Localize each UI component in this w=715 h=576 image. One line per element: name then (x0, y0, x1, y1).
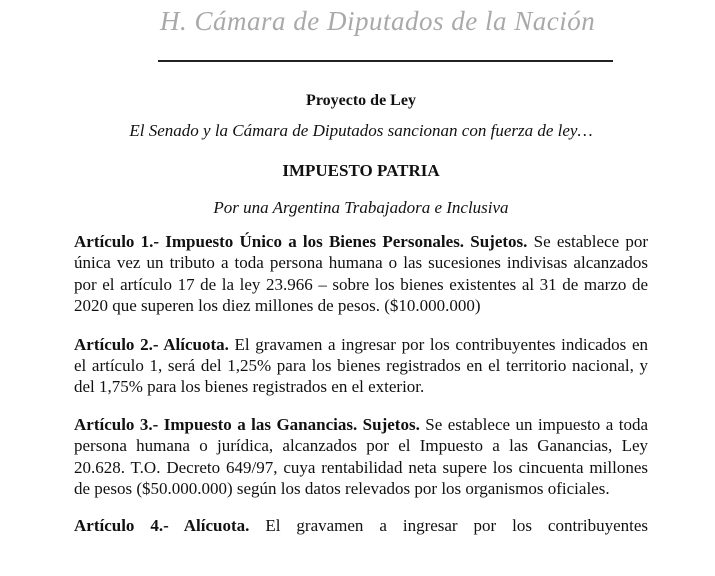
enacting-clause: El Senado y la Cámara de Diputados sancionan con fuerza de ley… (129, 121, 593, 140)
law-title: IMPUESTO PATRIA (282, 161, 440, 180)
article-1-heading: Artículo 1.- Impuesto Único a los Bienes Personales. Sujetos. (74, 232, 528, 251)
article-1-body: Se establece por única vez un tributo a toda persona humana o las sucesiones indivisas alcanzados por el artículo 17 de la ley 23.966 – sobre los bienes existentes al 31 de marzo de 2020 que superen los diez millones de pesos. ($10.000.000) (74, 232, 649, 316)
article-3 (74, 414, 648, 500)
article-2-body: El gravamen a ingresar por los contribuyentes indicados en el artículo 1, será del 1,25% para los bienes registrados en el territorio nacional, y del 1,75% para los bienes registrados en el exterior. (74, 334, 648, 397)
letterhead-divider (158, 60, 613, 62)
article-4-body: El gravamen a ingresar por los contribuyentes (265, 516, 648, 536)
article-3-body: Se establece un impuesto a toda persona humana o jurídica, alcanzados por el Impuesto a las Ganancias, Ley 20.628. T.O. Decreto 649/97, cuya rentabilidad neta supere los cincuenta millones de pesos ($50.000.000) según los datos relevados por los organismos oficiales. (74, 414, 649, 499)
article-2 (74, 334, 648, 398)
document-heading: Proyecto de Ley (306, 92, 416, 109)
article-4-heading: Artículo 4.- Alícuota. (74, 516, 250, 536)
article-4 (74, 515, 648, 536)
article-2-heading: Artículo 2.- Alícuota. (74, 334, 229, 354)
letterhead-title: H. Cámara de Diputados de la Nación (160, 6, 596, 36)
document-body (74, 92, 648, 537)
article-3-heading: Artículo 3.- Impuesto a las Ganancias. Sujetos. (74, 414, 420, 434)
article-1 (74, 231, 648, 317)
law-subtitle: Por una Argentina Trabajadora e Inclusiva (213, 198, 509, 217)
letterhead (0, 0, 715, 62)
